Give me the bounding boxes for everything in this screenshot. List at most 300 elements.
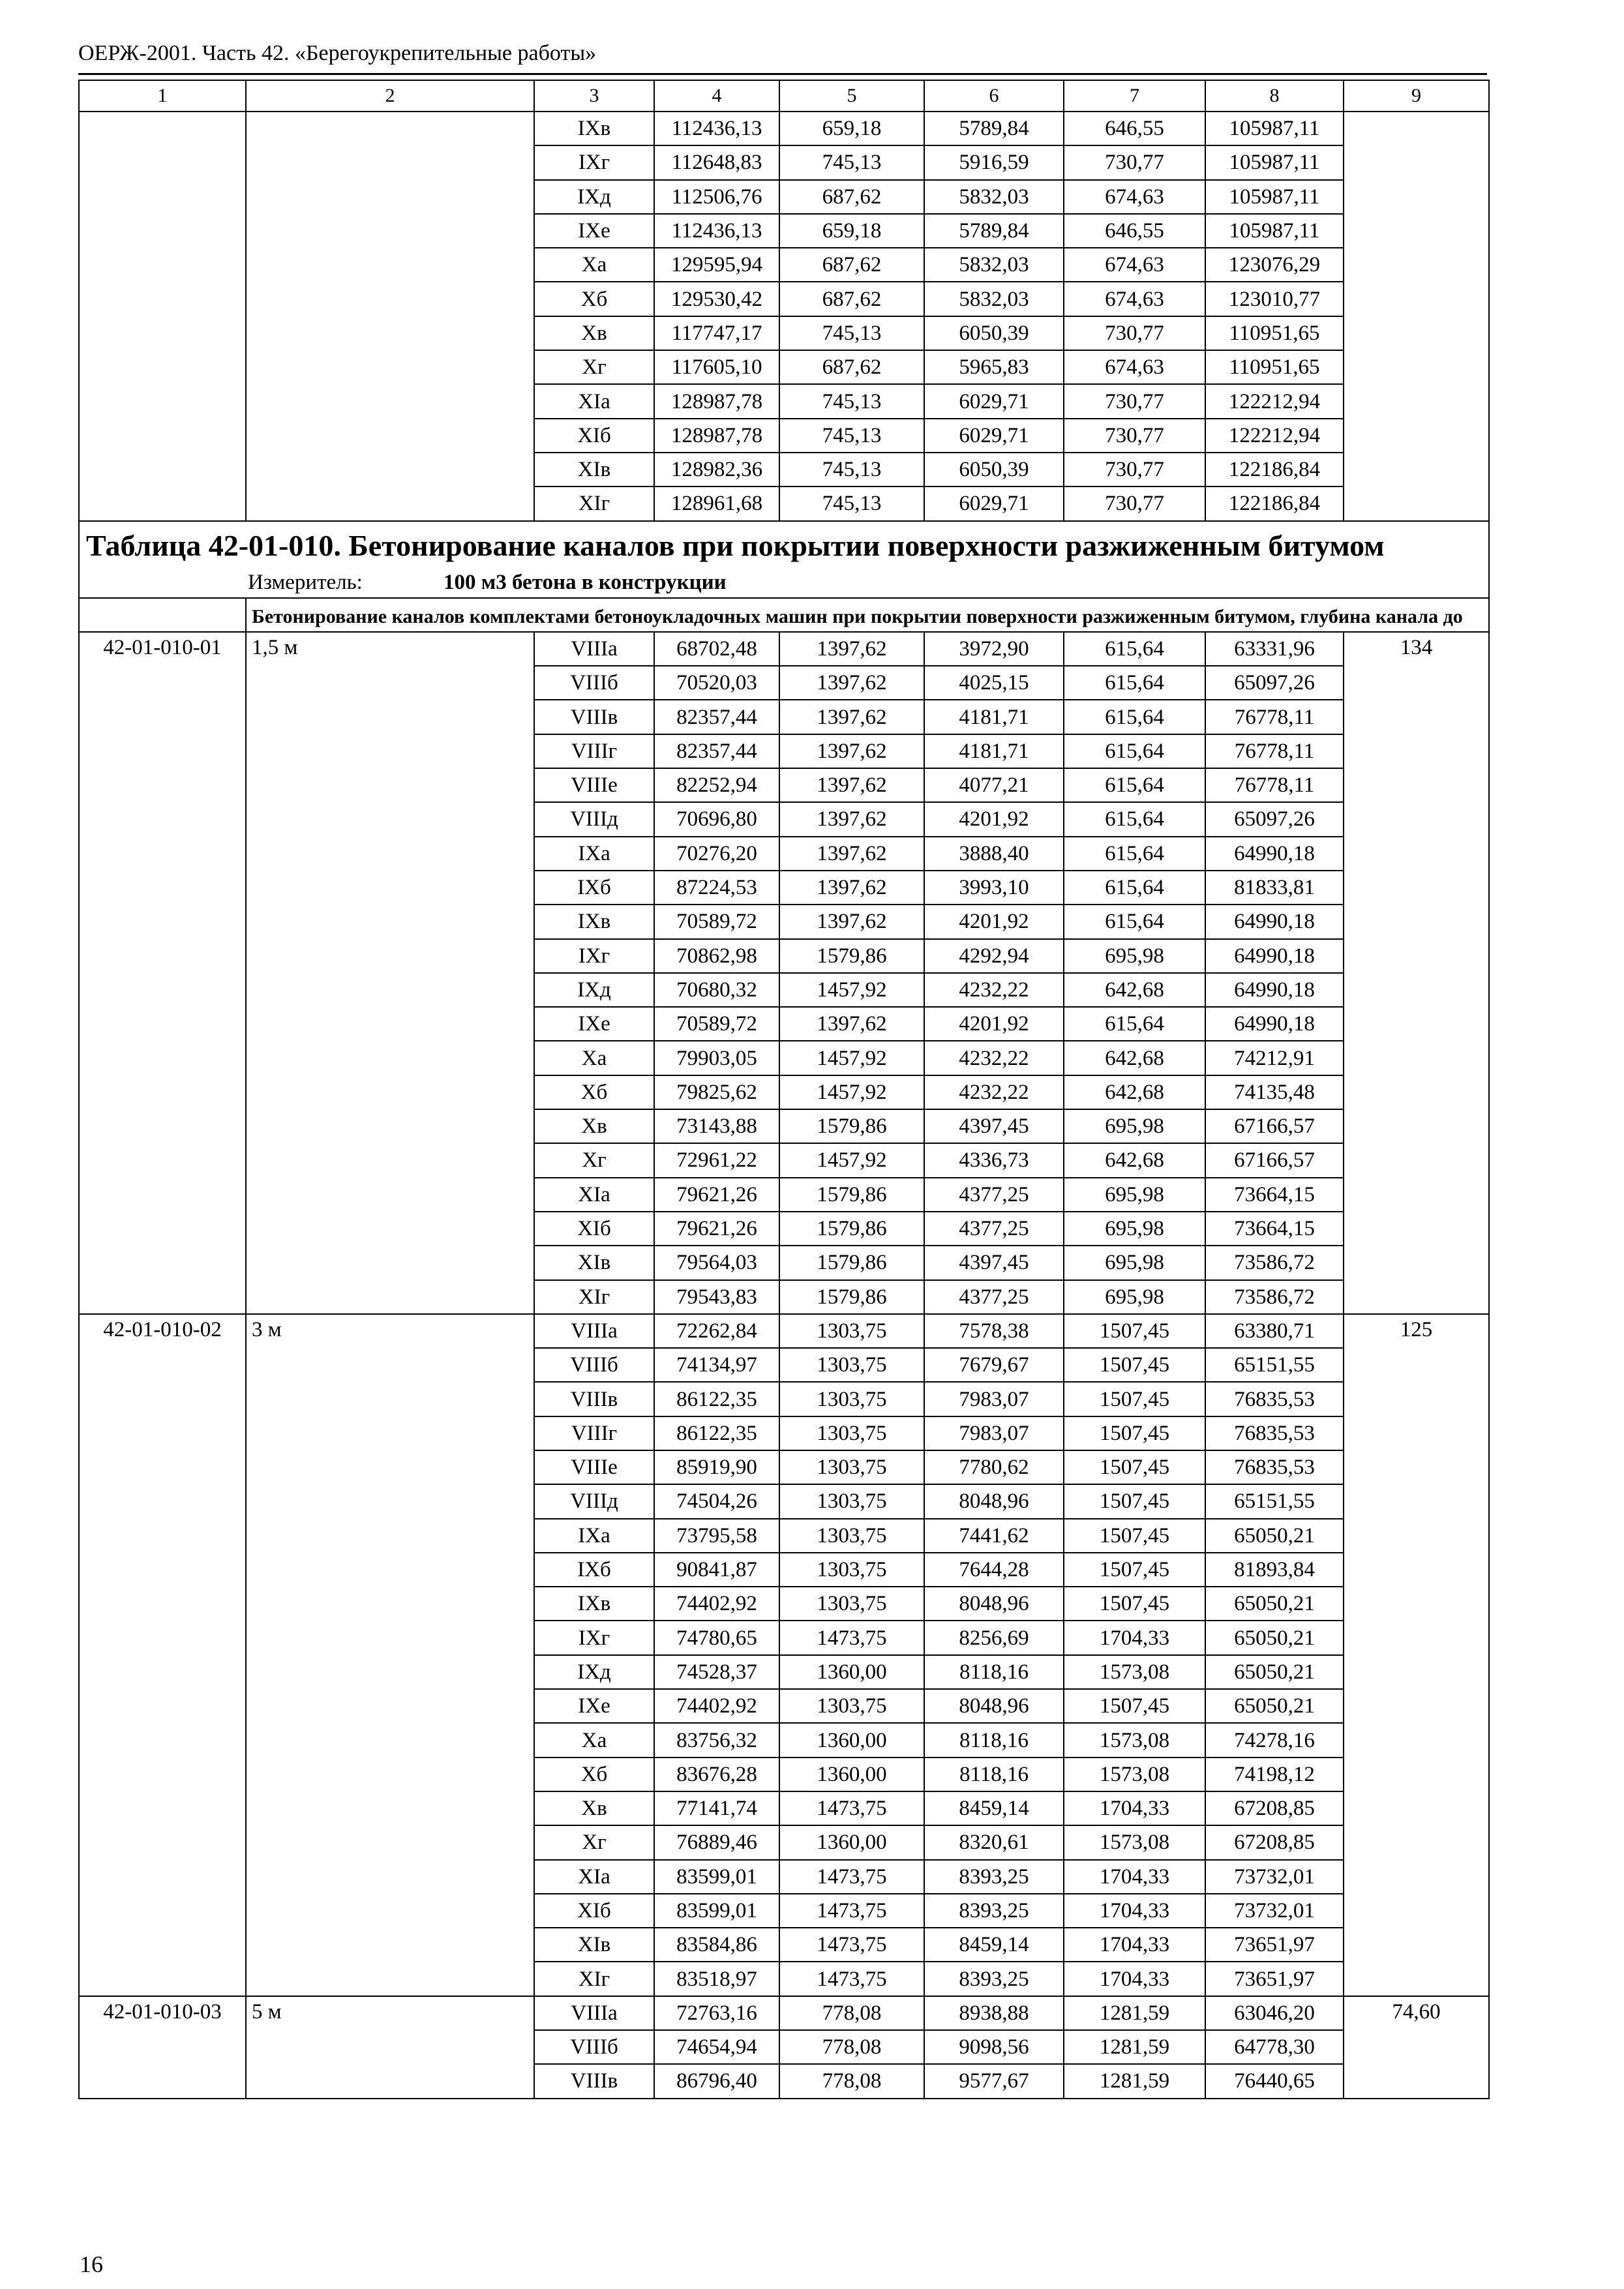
wages-cost: 1397,62 bbox=[779, 871, 924, 905]
region-code: XIв bbox=[534, 1928, 654, 1962]
region-code: XIa bbox=[534, 1860, 654, 1894]
machines-cost: 4377,25 bbox=[924, 1212, 1064, 1246]
machines-cost: 4181,71 bbox=[924, 700, 1064, 734]
materials-cost: 76440,65 bbox=[1205, 2064, 1344, 2098]
wages-cost: 1473,75 bbox=[779, 1621, 924, 1654]
column-number-row bbox=[79, 80, 1489, 112]
region-code: Xг bbox=[534, 1143, 654, 1177]
materials-cost: 64990,18 bbox=[1205, 973, 1344, 1007]
materials-cost: 76835,53 bbox=[1205, 1382, 1344, 1416]
wages-cost: 1397,62 bbox=[779, 666, 924, 700]
materials-cost: 76778,11 bbox=[1205, 700, 1344, 734]
region-code: VIIIг bbox=[534, 734, 654, 768]
total-cost: 77141,74 bbox=[654, 1791, 779, 1825]
machinists-wages: 1507,45 bbox=[1064, 1314, 1205, 1348]
wages-cost: 1303,75 bbox=[779, 1450, 924, 1484]
materials-cost: 63380,71 bbox=[1205, 1314, 1344, 1348]
machines-cost: 8048,96 bbox=[924, 1587, 1064, 1621]
subheading-row bbox=[79, 598, 1489, 632]
machines-cost: 4025,15 bbox=[924, 666, 1064, 700]
machinists-wages: 615,64 bbox=[1064, 905, 1205, 938]
materials-cost: 110951,65 bbox=[1205, 316, 1344, 350]
materials-cost: 110951,65 bbox=[1205, 350, 1344, 384]
region-code: Xв bbox=[534, 316, 654, 350]
region-code: IXд bbox=[534, 973, 654, 1007]
region-code: Xa bbox=[534, 1041, 654, 1075]
materials-cost: 122212,94 bbox=[1205, 384, 1344, 418]
machines-cost: 4201,92 bbox=[924, 802, 1064, 836]
materials-cost: 105987,11 bbox=[1205, 180, 1344, 214]
total-cost: 90841,87 bbox=[654, 1553, 779, 1587]
column-number-2: 2 bbox=[246, 80, 534, 112]
machinists-wages: 695,98 bbox=[1064, 1246, 1205, 1279]
materials-cost: 64990,18 bbox=[1205, 939, 1344, 973]
materials-cost: 65151,55 bbox=[1205, 1348, 1344, 1382]
machinists-wages: 615,64 bbox=[1064, 768, 1205, 802]
wages-cost: 1397,62 bbox=[779, 802, 924, 836]
total-cost: 70696,80 bbox=[654, 802, 779, 836]
total-cost: 79564,03 bbox=[654, 1246, 779, 1279]
machinists-wages: 674,63 bbox=[1064, 282, 1205, 316]
machines-cost: 6029,71 bbox=[924, 419, 1064, 453]
table-title: Таблица 42-01-010. Бетонирование каналов при покрытии поверхности разжиженным битумом bbox=[79, 521, 1489, 567]
materials-cost: 123010,77 bbox=[1205, 282, 1344, 316]
machinists-wages: 1507,45 bbox=[1064, 1382, 1205, 1416]
machinists-wages: 615,64 bbox=[1064, 632, 1205, 666]
table-title-row bbox=[79, 521, 1489, 567]
machines-cost: 6050,39 bbox=[924, 453, 1064, 486]
total-cost: 83676,28 bbox=[654, 1758, 779, 1791]
total-cost: 68702,48 bbox=[654, 632, 779, 666]
labor-value: 125 bbox=[1344, 1314, 1489, 1996]
wages-cost: 745,13 bbox=[779, 419, 924, 453]
machines-cost: 3972,90 bbox=[924, 632, 1064, 666]
measure-label: Измеритель: bbox=[248, 570, 363, 594]
materials-cost: 122212,94 bbox=[1205, 419, 1344, 453]
item-code: 42-01-010-02 bbox=[79, 1314, 246, 1996]
machines-cost: 4077,21 bbox=[924, 768, 1064, 802]
materials-cost: 73586,72 bbox=[1205, 1280, 1344, 1314]
wages-cost: 659,18 bbox=[779, 214, 924, 248]
code-cell-empty bbox=[79, 112, 246, 521]
measure-line bbox=[79, 567, 1489, 598]
region-code: IXд bbox=[534, 1655, 654, 1689]
materials-cost: 105987,11 bbox=[1205, 214, 1344, 248]
machines-cost: 4292,94 bbox=[924, 939, 1064, 973]
machines-cost: 8393,25 bbox=[924, 1860, 1064, 1894]
materials-cost: 73651,97 bbox=[1205, 1928, 1344, 1962]
measure-value: 100 м3 бетона в конструкции bbox=[444, 570, 727, 594]
total-cost: 74402,92 bbox=[654, 1689, 779, 1723]
machinists-wages: 1704,33 bbox=[1064, 1962, 1205, 1996]
total-cost: 128982,36 bbox=[654, 453, 779, 486]
total-cost: 73795,58 bbox=[654, 1519, 779, 1553]
wages-cost: 1303,75 bbox=[779, 1314, 924, 1348]
machines-cost: 5832,03 bbox=[924, 282, 1064, 316]
machines-cost: 8938,88 bbox=[924, 1996, 1064, 2030]
materials-cost: 76778,11 bbox=[1205, 768, 1344, 802]
region-code: IXг bbox=[534, 1621, 654, 1654]
machines-cost: 4377,25 bbox=[924, 1280, 1064, 1314]
materials-cost: 74278,16 bbox=[1205, 1723, 1344, 1757]
region-code: VIIIa bbox=[534, 1996, 654, 2030]
header-rule bbox=[78, 73, 1487, 75]
wages-cost: 1303,75 bbox=[779, 1689, 924, 1723]
machines-cost: 7578,38 bbox=[924, 1314, 1064, 1348]
total-cost: 117605,10 bbox=[654, 350, 779, 384]
total-cost: 129530,42 bbox=[654, 282, 779, 316]
column-number-8: 8 bbox=[1205, 80, 1344, 112]
materials-cost: 67166,57 bbox=[1205, 1143, 1344, 1177]
materials-cost: 63331,96 bbox=[1205, 632, 1344, 666]
subheading-empty-cell bbox=[79, 598, 246, 632]
wages-cost: 1579,86 bbox=[779, 1109, 924, 1143]
machines-cost: 6029,71 bbox=[924, 486, 1064, 520]
wages-cost: 687,62 bbox=[779, 282, 924, 316]
machines-cost: 4232,22 bbox=[924, 1075, 1064, 1109]
machines-cost: 9098,56 bbox=[924, 2030, 1064, 2064]
region-code: XIг bbox=[534, 1280, 654, 1314]
machines-cost: 7679,67 bbox=[924, 1348, 1064, 1382]
materials-cost: 65050,21 bbox=[1205, 1689, 1344, 1723]
region-code: VIIIб bbox=[534, 1348, 654, 1382]
region-code: XIг bbox=[534, 486, 654, 520]
wages-cost: 745,13 bbox=[779, 145, 924, 179]
materials-cost: 64778,30 bbox=[1205, 2030, 1344, 2064]
total-cost: 70589,72 bbox=[654, 1007, 779, 1041]
total-cost: 86122,35 bbox=[654, 1382, 779, 1416]
machinists-wages: 615,64 bbox=[1064, 1007, 1205, 1041]
region-code: Xб bbox=[534, 1075, 654, 1109]
machines-cost: 8118,16 bbox=[924, 1758, 1064, 1791]
wages-cost: 1303,75 bbox=[779, 1382, 924, 1416]
wages-cost: 1360,00 bbox=[779, 1825, 924, 1859]
machinists-wages: 730,77 bbox=[1064, 453, 1205, 486]
region-code: VIIIe bbox=[534, 1450, 654, 1484]
region-code: IXa bbox=[534, 837, 654, 871]
total-cost: 85919,90 bbox=[654, 1450, 779, 1484]
wages-cost: 1303,75 bbox=[779, 1348, 924, 1382]
running-header: ОЕРЖ-2001. Часть 42. «Берегоукрепительные работы» bbox=[78, 41, 597, 65]
total-cost: 82357,44 bbox=[654, 734, 779, 768]
machines-cost: 4181,71 bbox=[924, 734, 1064, 768]
wages-cost: 1473,75 bbox=[779, 1894, 924, 1928]
machines-cost: 4201,92 bbox=[924, 1007, 1064, 1041]
wages-cost: 745,13 bbox=[779, 486, 924, 520]
region-code: XIa bbox=[534, 1178, 654, 1212]
total-cost: 86122,35 bbox=[654, 1416, 779, 1450]
machinists-wages: 615,64 bbox=[1064, 666, 1205, 700]
channel-depth: 3 м bbox=[246, 1314, 534, 1996]
machinists-wages: 730,77 bbox=[1064, 419, 1205, 453]
total-cost: 74654,94 bbox=[654, 2030, 779, 2064]
page-number: 16 bbox=[80, 2251, 103, 2277]
region-code: VIIIв bbox=[534, 1382, 654, 1416]
machinists-wages: 1704,33 bbox=[1064, 1894, 1205, 1928]
machines-cost: 4232,22 bbox=[924, 1041, 1064, 1075]
wages-cost: 1457,92 bbox=[779, 1075, 924, 1109]
machinists-wages: 1573,08 bbox=[1064, 1825, 1205, 1859]
machinists-wages: 1704,33 bbox=[1064, 1621, 1205, 1654]
wages-cost: 1473,75 bbox=[779, 1860, 924, 1894]
rates-table bbox=[78, 80, 1490, 2099]
machines-cost: 7983,07 bbox=[924, 1416, 1064, 1450]
machinists-wages: 615,64 bbox=[1064, 837, 1205, 871]
machinists-wages: 646,55 bbox=[1064, 214, 1205, 248]
region-code: VIIIe bbox=[534, 768, 654, 802]
total-cost: 112648,83 bbox=[654, 145, 779, 179]
machinists-wages: 674,63 bbox=[1064, 248, 1205, 282]
materials-cost: 81893,84 bbox=[1205, 1553, 1344, 1587]
region-code: Xб bbox=[534, 1758, 654, 1791]
region-code: VIIIв bbox=[534, 700, 654, 734]
depth-cell-empty bbox=[246, 112, 534, 521]
region-code: XIa bbox=[534, 384, 654, 418]
wages-cost: 1473,75 bbox=[779, 1791, 924, 1825]
materials-cost: 76778,11 bbox=[1205, 734, 1344, 768]
machines-cost: 8393,25 bbox=[924, 1962, 1064, 1996]
region-code: IXa bbox=[534, 1519, 654, 1553]
total-cost: 72961,22 bbox=[654, 1143, 779, 1177]
machinists-wages: 695,98 bbox=[1064, 1280, 1205, 1314]
machines-cost: 8393,25 bbox=[924, 1894, 1064, 1928]
total-cost: 83599,01 bbox=[654, 1860, 779, 1894]
machinists-wages: 1507,45 bbox=[1064, 1416, 1205, 1450]
column-number-9: 9 bbox=[1344, 80, 1489, 112]
wages-cost: 1397,62 bbox=[779, 905, 924, 938]
total-cost: 70589,72 bbox=[654, 905, 779, 938]
channel-depth: 5 м bbox=[246, 1996, 534, 2099]
machines-cost: 4397,45 bbox=[924, 1109, 1064, 1143]
machines-cost: 8459,14 bbox=[924, 1791, 1064, 1825]
total-cost: 74402,92 bbox=[654, 1587, 779, 1621]
machinists-wages: 695,98 bbox=[1064, 1109, 1205, 1143]
wages-cost: 778,08 bbox=[779, 1996, 924, 2030]
region-code: IXв bbox=[534, 1587, 654, 1621]
wages-cost: 1457,92 bbox=[779, 973, 924, 1007]
machinists-wages: 730,77 bbox=[1064, 145, 1205, 179]
materials-cost: 67208,85 bbox=[1205, 1791, 1344, 1825]
total-cost: 79543,83 bbox=[654, 1280, 779, 1314]
table-row bbox=[79, 1996, 1489, 2030]
wages-cost: 1579,86 bbox=[779, 939, 924, 973]
materials-cost: 65050,21 bbox=[1205, 1621, 1344, 1654]
region-code: VIIIд bbox=[534, 802, 654, 836]
machinists-wages: 1704,33 bbox=[1064, 1791, 1205, 1825]
region-code: VIIIб bbox=[534, 2030, 654, 2064]
wages-cost: 778,08 bbox=[779, 2030, 924, 2064]
wages-cost: 687,62 bbox=[779, 248, 924, 282]
col9-cell-empty bbox=[1344, 112, 1489, 521]
region-code: VIIIд bbox=[534, 1484, 654, 1518]
region-code: XIв bbox=[534, 453, 654, 486]
wages-cost: 1397,62 bbox=[779, 837, 924, 871]
machinists-wages: 646,55 bbox=[1064, 112, 1205, 145]
machines-cost: 4336,73 bbox=[924, 1143, 1064, 1177]
total-cost: 117747,17 bbox=[654, 316, 779, 350]
total-cost: 83584,86 bbox=[654, 1928, 779, 1962]
materials-cost: 73651,97 bbox=[1205, 1962, 1344, 1996]
machinists-wages: 730,77 bbox=[1064, 316, 1205, 350]
region-code: VIIIв bbox=[534, 2064, 654, 2098]
materials-cost: 74212,91 bbox=[1205, 1041, 1344, 1075]
machinists-wages: 1704,33 bbox=[1064, 1928, 1205, 1962]
machines-cost: 8048,96 bbox=[924, 1689, 1064, 1723]
wages-cost: 1397,62 bbox=[779, 768, 924, 802]
region-code: VIIIa bbox=[534, 1314, 654, 1348]
materials-cost: 76835,53 bbox=[1205, 1450, 1344, 1484]
total-cost: 128987,78 bbox=[654, 419, 779, 453]
subheading: Бетонирование каналов комплектами бетоноукладочных машин при покрытии поверхности разжиженным битумом, глубина канала до bbox=[246, 598, 1489, 632]
machines-cost: 3888,40 bbox=[924, 837, 1064, 871]
region-code: IXe bbox=[534, 1689, 654, 1723]
materials-cost: 65097,26 bbox=[1205, 666, 1344, 700]
machinists-wages: 1507,45 bbox=[1064, 1484, 1205, 1518]
total-cost: 70520,03 bbox=[654, 666, 779, 700]
materials-cost: 122186,84 bbox=[1205, 453, 1344, 486]
materials-cost: 65050,21 bbox=[1205, 1587, 1344, 1621]
machinists-wages: 695,98 bbox=[1064, 1212, 1205, 1246]
machines-cost: 4201,92 bbox=[924, 905, 1064, 938]
machines-cost: 6029,71 bbox=[924, 384, 1064, 418]
wages-cost: 659,18 bbox=[779, 112, 924, 145]
total-cost: 74780,65 bbox=[654, 1621, 779, 1654]
machines-cost: 7983,07 bbox=[924, 1382, 1064, 1416]
total-cost: 79825,62 bbox=[654, 1075, 779, 1109]
region-code: IXe bbox=[534, 214, 654, 248]
materials-cost: 122186,84 bbox=[1205, 486, 1344, 520]
machines-cost: 5832,03 bbox=[924, 248, 1064, 282]
wages-cost: 1579,86 bbox=[779, 1212, 924, 1246]
machines-cost: 8256,69 bbox=[924, 1621, 1064, 1654]
wages-cost: 1457,92 bbox=[779, 1041, 924, 1075]
machinists-wages: 615,64 bbox=[1064, 700, 1205, 734]
wages-cost: 1397,62 bbox=[779, 700, 924, 734]
machines-cost: 9577,67 bbox=[924, 2064, 1064, 2098]
total-cost: 74528,37 bbox=[654, 1655, 779, 1689]
materials-cost: 73664,15 bbox=[1205, 1212, 1344, 1246]
machines-cost: 8048,96 bbox=[924, 1484, 1064, 1518]
machinists-wages: 1573,08 bbox=[1064, 1723, 1205, 1757]
machinists-wages: 695,98 bbox=[1064, 939, 1205, 973]
total-cost: 128987,78 bbox=[654, 384, 779, 418]
total-cost: 79621,26 bbox=[654, 1178, 779, 1212]
region-code: XIв bbox=[534, 1246, 654, 1279]
materials-cost: 65151,55 bbox=[1205, 1484, 1344, 1518]
machines-cost: 5916,59 bbox=[924, 145, 1064, 179]
column-number-3: 3 bbox=[534, 80, 654, 112]
machines-cost: 8118,16 bbox=[924, 1723, 1064, 1757]
wages-cost: 1397,62 bbox=[779, 1007, 924, 1041]
total-cost: 70276,20 bbox=[654, 837, 779, 871]
region-code: XIб bbox=[534, 419, 654, 453]
materials-cost: 65097,26 bbox=[1205, 802, 1344, 836]
machines-cost: 7644,28 bbox=[924, 1553, 1064, 1587]
machinists-wages: 642,68 bbox=[1064, 1143, 1205, 1177]
region-code: IXe bbox=[534, 1007, 654, 1041]
total-cost: 128961,68 bbox=[654, 486, 779, 520]
wages-cost: 745,13 bbox=[779, 316, 924, 350]
machines-cost: 5965,83 bbox=[924, 350, 1064, 384]
materials-cost: 67208,85 bbox=[1205, 1825, 1344, 1859]
column-number-4: 4 bbox=[654, 80, 779, 112]
machinists-wages: 642,68 bbox=[1064, 1041, 1205, 1075]
machines-cost: 5789,84 bbox=[924, 112, 1064, 145]
total-cost: 86796,40 bbox=[654, 2064, 779, 2098]
region-code: XIг bbox=[534, 1962, 654, 1996]
materials-cost: 74198,12 bbox=[1205, 1758, 1344, 1791]
machinists-wages: 1573,08 bbox=[1064, 1655, 1205, 1689]
item-code: 42-01-010-03 bbox=[79, 1996, 246, 2099]
total-cost: 83756,32 bbox=[654, 1723, 779, 1757]
machines-cost: 4232,22 bbox=[924, 973, 1064, 1007]
materials-cost: 65050,21 bbox=[1205, 1655, 1344, 1689]
region-code: XIб bbox=[534, 1212, 654, 1246]
wages-cost: 1360,00 bbox=[779, 1758, 924, 1791]
wages-cost: 1397,62 bbox=[779, 734, 924, 768]
machinists-wages: 615,64 bbox=[1064, 802, 1205, 836]
materials-cost: 73586,72 bbox=[1205, 1246, 1344, 1279]
region-code: IXб bbox=[534, 1553, 654, 1587]
wages-cost: 745,13 bbox=[779, 384, 924, 418]
region-code: Xб bbox=[534, 282, 654, 316]
materials-cost: 64990,18 bbox=[1205, 1007, 1344, 1041]
machinists-wages: 1704,33 bbox=[1064, 1860, 1205, 1894]
wages-cost: 1457,92 bbox=[779, 1143, 924, 1177]
region-code: VIIIг bbox=[534, 1416, 654, 1450]
total-cost: 70862,98 bbox=[654, 939, 779, 973]
materials-cost: 74135,48 bbox=[1205, 1075, 1344, 1109]
machinists-wages: 730,77 bbox=[1064, 486, 1205, 520]
wages-cost: 1360,00 bbox=[779, 1723, 924, 1757]
machines-cost: 8459,14 bbox=[924, 1928, 1064, 1962]
machines-cost: 5832,03 bbox=[924, 180, 1064, 214]
wages-cost: 1473,75 bbox=[779, 1928, 924, 1962]
wages-cost: 687,62 bbox=[779, 180, 924, 214]
labor-value: 74,60 bbox=[1344, 1996, 1489, 2099]
region-code: VIIIa bbox=[534, 632, 654, 666]
total-cost: 112506,76 bbox=[654, 180, 779, 214]
machinists-wages: 642,68 bbox=[1064, 1075, 1205, 1109]
wages-cost: 1303,75 bbox=[779, 1553, 924, 1587]
machinists-wages: 1573,08 bbox=[1064, 1758, 1205, 1791]
region-code: Xг bbox=[534, 350, 654, 384]
machines-cost: 8118,16 bbox=[924, 1655, 1064, 1689]
labor-value: 134 bbox=[1344, 632, 1489, 1314]
region-code: Xв bbox=[534, 1109, 654, 1143]
total-cost: 87224,53 bbox=[654, 871, 779, 905]
materials-cost: 64990,18 bbox=[1205, 905, 1344, 938]
wages-cost: 1473,75 bbox=[779, 1962, 924, 1996]
wages-cost: 1579,86 bbox=[779, 1178, 924, 1212]
materials-cost: 73732,01 bbox=[1205, 1894, 1344, 1928]
total-cost: 70680,32 bbox=[654, 973, 779, 1007]
total-cost: 112436,13 bbox=[654, 112, 779, 145]
region-code: IXв bbox=[534, 905, 654, 938]
column-number-7: 7 bbox=[1064, 80, 1205, 112]
wages-cost: 745,13 bbox=[779, 453, 924, 486]
materials-cost: 81833,81 bbox=[1205, 871, 1344, 905]
region-code: XIб bbox=[534, 1894, 654, 1928]
wages-cost: 1579,86 bbox=[779, 1246, 924, 1279]
wages-cost: 1303,75 bbox=[779, 1587, 924, 1621]
total-cost: 83599,01 bbox=[654, 1894, 779, 1928]
column-number-1: 1 bbox=[79, 80, 246, 112]
machinists-wages: 1281,59 bbox=[1064, 2030, 1205, 2064]
machinists-wages: 1281,59 bbox=[1064, 2064, 1205, 2098]
measure-row bbox=[79, 567, 1489, 598]
materials-cost: 105987,11 bbox=[1205, 145, 1344, 179]
